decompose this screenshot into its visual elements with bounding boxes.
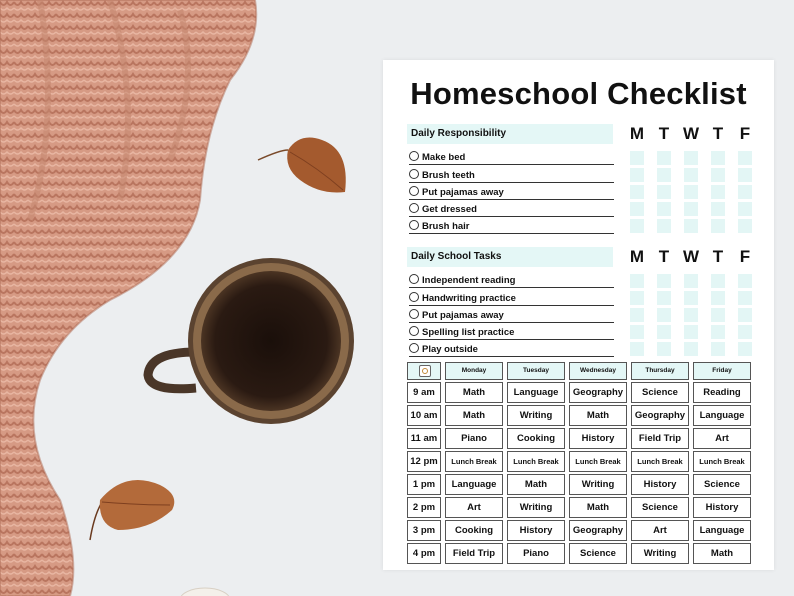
day-letter: F — [739, 124, 751, 143]
checklist-item[interactable] — [409, 166, 614, 183]
schedule-cell[interactable]: Art — [693, 428, 751, 449]
checklist-item[interactable] — [409, 306, 614, 323]
day-checkbox[interactable] — [684, 291, 698, 305]
schedule-cell[interactable]: Piano — [507, 543, 565, 564]
day-checkbox[interactable] — [657, 168, 671, 182]
schedule-day-header: Thursday — [631, 362, 689, 380]
day-checkbox[interactable] — [684, 219, 698, 233]
clock-icon — [419, 365, 431, 377]
day-letter: W — [682, 247, 700, 266]
schedule-cell[interactable]: Language — [445, 474, 503, 495]
schedule-cell[interactable]: Piano — [445, 428, 503, 449]
section-heading-responsibility: Daily Responsibility — [407, 124, 613, 144]
day-checkbox[interactable] — [738, 308, 752, 322]
day-letter: F — [739, 247, 751, 266]
schedule-cell[interactable]: Art — [631, 520, 689, 541]
day-checkbox[interactable] — [630, 202, 644, 216]
checklist-sheet — [383, 60, 774, 570]
checkbox-circle-icon[interactable] — [409, 326, 419, 336]
schedule-cell[interactable]: Field Trip — [445, 543, 503, 564]
schedule-cell[interactable]: Lunch Break — [693, 451, 751, 472]
schedule-time: 11 am — [407, 428, 441, 449]
day-checkbox[interactable] — [630, 342, 644, 356]
day-checkbox[interactable] — [684, 274, 698, 288]
checkbox-circle-icon[interactable] — [409, 151, 419, 161]
item-label: Get dressed — [422, 204, 477, 215]
schedule-day-header: Wednesday — [569, 362, 627, 380]
schedule-cell[interactable]: Language — [693, 520, 751, 541]
schedule-cell[interactable]: Art — [445, 497, 503, 518]
day-checkbox[interactable] — [738, 151, 752, 165]
item-label: Spelling list practice — [422, 327, 515, 338]
day-checkbox[interactable] — [630, 325, 644, 339]
schedule-cell[interactable]: Geography — [631, 405, 689, 426]
checklist-item[interactable] — [409, 217, 614, 234]
schedule-cell[interactable]: Science — [631, 497, 689, 518]
day-letter: M — [629, 247, 645, 266]
day-checkbox[interactable] — [711, 274, 725, 288]
day-checkbox[interactable] — [684, 168, 698, 182]
schedule-cell[interactable]: Writing — [507, 405, 565, 426]
day-checkbox[interactable] — [630, 219, 644, 233]
schedule-day-header: Tuesday — [507, 362, 565, 380]
day-checkbox[interactable] — [657, 202, 671, 216]
schedule-cell[interactable]: History — [693, 497, 751, 518]
day-letter: T — [658, 247, 670, 266]
schedule-cell[interactable]: Science — [569, 543, 627, 564]
schedule-cell[interactable]: Lunch Break — [507, 451, 565, 472]
section-heading-school-tasks: Daily School Tasks — [407, 247, 613, 267]
day-checkbox[interactable] — [630, 291, 644, 305]
schedule-cell[interactable]: Writing — [631, 543, 689, 564]
day-checkbox[interactable] — [657, 291, 671, 305]
schedule-time: 10 am — [407, 405, 441, 426]
day-letter: T — [712, 247, 724, 266]
schedule-cell[interactable]: Math — [569, 405, 627, 426]
schedule-cell[interactable]: Lunch Break — [631, 451, 689, 472]
schedule-cell[interactable]: History — [569, 428, 627, 449]
day-checkbox[interactable] — [684, 185, 698, 199]
day-checkbox[interactable] — [657, 219, 671, 233]
checkbox-circle-icon[interactable] — [409, 186, 419, 196]
checklist-item[interactable] — [409, 340, 614, 357]
day-checkbox[interactable] — [657, 325, 671, 339]
day-checkbox[interactable] — [738, 202, 752, 216]
day-checkbox[interactable] — [738, 342, 752, 356]
day-letter: W — [682, 124, 700, 143]
checkbox-circle-icon[interactable] — [409, 343, 419, 353]
schedule-cell[interactable]: Cooking — [507, 428, 565, 449]
schedule-time: 12 pm — [407, 451, 441, 472]
day-checkbox[interactable] — [630, 185, 644, 199]
day-checkbox[interactable] — [711, 291, 725, 305]
day-checkbox[interactable] — [684, 342, 698, 356]
day-checkbox[interactable] — [657, 308, 671, 322]
schedule-cell[interactable]: Geography — [569, 520, 627, 541]
weekday-header-2 — [627, 247, 755, 267]
day-checkbox[interactable] — [711, 151, 725, 165]
checkbox-circle-icon[interactable] — [409, 203, 419, 213]
schedule-time: 9 am — [407, 382, 441, 403]
schedule-cell[interactable]: Lunch Break — [569, 451, 627, 472]
checklist-item[interactable] — [409, 271, 614, 288]
day-checkbox[interactable] — [711, 325, 725, 339]
day-checkbox[interactable] — [738, 325, 752, 339]
schedule-day-header: Friday — [693, 362, 751, 380]
schedule-cell[interactable]: Reading — [693, 382, 751, 403]
schedule-cell[interactable]: Cooking — [445, 520, 503, 541]
item-label: Independent reading — [422, 275, 516, 286]
day-checkbox[interactable] — [657, 185, 671, 199]
day-checkbox[interactable] — [711, 308, 725, 322]
schedule-cell[interactable]: Math — [445, 382, 503, 403]
checkbox-circle-icon[interactable] — [409, 220, 419, 230]
schedule-cell[interactable]: Language — [507, 382, 565, 403]
schedule-cell[interactable]: Science — [631, 382, 689, 403]
checkbox-circle-icon[interactable] — [409, 169, 419, 179]
checklist-item[interactable] — [409, 200, 614, 217]
day-checkbox[interactable] — [684, 325, 698, 339]
schedule-time: 2 pm — [407, 497, 441, 518]
schedule-cell[interactable]: Writing — [569, 474, 627, 495]
schedule-corner — [407, 362, 441, 380]
item-label: Put pajamas away — [422, 310, 504, 321]
schedule-cell[interactable]: Math — [507, 474, 565, 495]
day-checkbox[interactable] — [630, 151, 644, 165]
day-checkbox[interactable] — [738, 168, 752, 182]
item-label: Brush hair — [422, 221, 470, 232]
day-checkbox[interactable] — [630, 274, 644, 288]
schedule-cell[interactable]: Writing — [507, 497, 565, 518]
item-label: Put pajamas away — [422, 187, 504, 198]
day-checkbox[interactable] — [738, 185, 752, 199]
day-checkbox[interactable] — [657, 274, 671, 288]
schedule-cell[interactable]: Math — [445, 405, 503, 426]
schedule-cell[interactable]: Math — [569, 497, 627, 518]
item-label: Make bed — [422, 152, 466, 163]
day-checkbox[interactable] — [684, 308, 698, 322]
schedule-cell[interactable]: Field Trip — [631, 428, 689, 449]
day-checkbox[interactable] — [711, 342, 725, 356]
day-checkbox[interactable] — [711, 219, 725, 233]
day-checkbox[interactable] — [657, 151, 671, 165]
checkbox-circle-icon[interactable] — [409, 309, 419, 319]
day-checkbox[interactable] — [657, 342, 671, 356]
day-letter: M — [629, 124, 645, 143]
schedule-cell[interactable]: History — [507, 520, 565, 541]
item-label: Handwriting practice — [422, 293, 516, 304]
checkbox-circle-icon[interactable] — [409, 274, 419, 284]
schedule-cell[interactable]: Lunch Break — [445, 451, 503, 472]
day-checkbox[interactable] — [684, 202, 698, 216]
weekday-header-1 — [627, 124, 755, 144]
day-letter: T — [712, 124, 724, 143]
day-checkbox[interactable] — [711, 185, 725, 199]
day-letter: T — [658, 124, 670, 143]
day-checkbox[interactable] — [711, 168, 725, 182]
schedule-day-header: Monday — [445, 362, 503, 380]
day-checkbox[interactable] — [630, 308, 644, 322]
day-checkbox[interactable] — [630, 168, 644, 182]
schedule-cell[interactable]: History — [631, 474, 689, 495]
page-title: Homeschool Checklist — [410, 76, 747, 111]
schedule-time: 3 pm — [407, 520, 441, 541]
day-checkbox[interactable] — [738, 291, 752, 305]
schedule-time: 1 pm — [407, 474, 441, 495]
schedule-cell[interactable]: Math — [693, 543, 751, 564]
checklist-item[interactable] — [409, 148, 614, 165]
schedule-cell[interactable]: Geography — [569, 382, 627, 403]
checklist-item[interactable] — [409, 323, 614, 340]
day-checkbox[interactable] — [684, 151, 698, 165]
schedule-time: 4 pm — [407, 543, 441, 564]
schedule-cell[interactable]: Science — [693, 474, 751, 495]
schedule-cell[interactable]: Language — [693, 405, 751, 426]
checkbox-circle-icon[interactable] — [409, 292, 419, 302]
checklist-item[interactable] — [409, 183, 614, 200]
day-checkbox[interactable] — [738, 274, 752, 288]
item-label: Play outside — [422, 344, 478, 355]
checklist-item[interactable] — [409, 289, 614, 306]
item-label: Brush teeth — [422, 170, 475, 181]
day-checkbox[interactable] — [711, 202, 725, 216]
day-checkbox[interactable] — [738, 219, 752, 233]
